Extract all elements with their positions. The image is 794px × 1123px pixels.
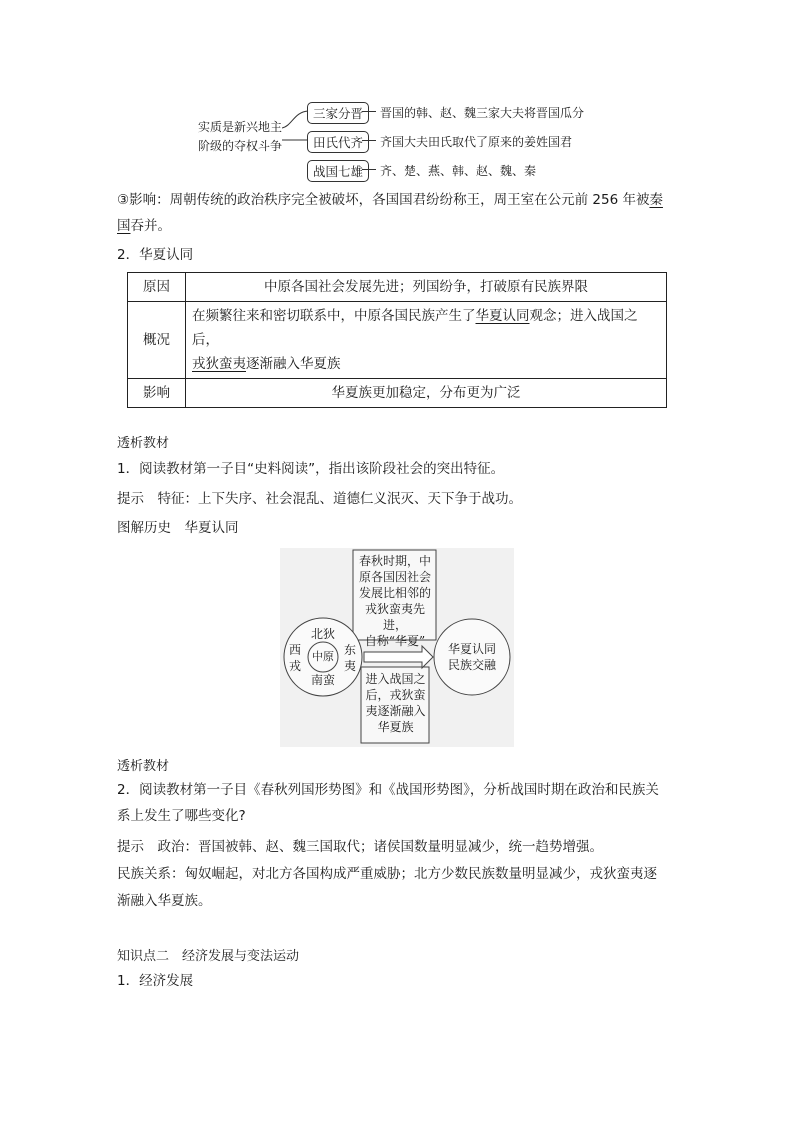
- east-char: 东: [343, 643, 356, 657]
- diagram-west: [288, 642, 302, 674]
- impact-line-2: [117, 214, 171, 238]
- illustration-heading: 图解历史 华夏认同: [117, 520, 239, 536]
- right-line: 民族交融: [447, 658, 496, 672]
- branch-box-1: 三家分晋: [307, 102, 369, 124]
- branch-desc-1: 晋国的韩、赵、魏三家大夫将晋国瓜分: [380, 106, 585, 120]
- branch-left-label-1: 实质是新兴地主: [198, 120, 283, 134]
- overview-text-a: 在频繁往来和密切联系中，中原各国民族产生了: [192, 308, 476, 324]
- branch-desc-3: 齐、楚、燕、韩、赵、魏、秦: [380, 164, 537, 178]
- top-box-line: 自称“华夏”: [364, 634, 426, 648]
- huaxia-diagram: [280, 548, 514, 747]
- diagram-right: [440, 641, 504, 673]
- branch-dash-3: [362, 169, 376, 170]
- diagram-south: 南蛮: [310, 673, 335, 687]
- bottom-box-line: 夷逐渐融入: [365, 704, 426, 718]
- table-head-reason: 原因: [128, 273, 186, 302]
- analysis-heading-1: 透析教材: [117, 436, 170, 451]
- branch-box-3: 战国七雄: [307, 160, 369, 182]
- table-head-overview: 概况: [128, 302, 186, 379]
- table-cell-reason: 中原各国社会发展先进；列国纷争，打破原有民族界限: [186, 273, 667, 302]
- branch-left-label-2: 阶级的夺权斗争: [198, 139, 283, 153]
- branch-desc-2: 齐国大夫田氏取代了原来的姜姓国君: [380, 135, 573, 149]
- table-cell-overview: [186, 302, 667, 379]
- diagram-east: [343, 642, 357, 674]
- diagram-north: 北狄: [310, 627, 335, 641]
- analysis-question-1: 1．阅读教材第一子目“史料阅读”，指出该阶段社会的突出特征。: [117, 461, 505, 477]
- top-box-line: 发展比相邻的: [358, 586, 431, 600]
- table-row: [128, 302, 667, 379]
- impact-text: ③影响：周朝传统的政治秩序完全被破坏，各国国君纷纷称王，周王室在公元前 256 年被: [117, 192, 650, 208]
- bottom-box-line: 华夏族: [377, 720, 414, 734]
- analysis-answer-2-line-2: 民族关系：匈奴崛起，对北方各国构成严重威胁；北方少数民族数量明显减少，戎狄蛮夷逐: [117, 866, 657, 882]
- top-box-line: 戎狄蛮夷先进，: [364, 602, 425, 632]
- bottom-box-line: 后，戎狄蛮: [365, 688, 426, 702]
- diagram-center: 中原: [312, 650, 334, 663]
- analysis-answer-1: 提示 特征：上下失序、社会混乱、道德仁义泯灭、天下争于战功。: [117, 491, 522, 507]
- branch-dash-2: [362, 140, 376, 141]
- top-box-line: 春秋时期，中: [358, 554, 431, 568]
- section-2-title: 2．华夏认同: [117, 247, 194, 263]
- overview-text-c: 逐渐融入华夏族: [246, 356, 341, 372]
- top-box-line: 原各国因社会: [358, 570, 431, 584]
- east-char: 夷: [343, 659, 356, 673]
- analysis-question-2-line-1: 2．阅读教材第一子目《春秋列国形势图》和《战国形势图》，分析战国时期在政治和民族关: [117, 782, 659, 798]
- overview-underline-a: 华夏认同: [475, 308, 530, 324]
- right-line: 华夏认同: [447, 642, 496, 656]
- west-char: 戎: [288, 659, 301, 673]
- impact-text-2: 吞并。: [130, 218, 171, 234]
- table-cell-impact: 华夏族更加稳定，分布更为广泛: [186, 379, 667, 408]
- analysis-answer-2-line-3: 渐融入华夏族。: [117, 893, 212, 909]
- table-head-impact: 影响: [128, 379, 186, 408]
- west-char: 西: [288, 643, 301, 657]
- knowledge-heading-2: 知识点二 经济发展与变法运动: [117, 949, 300, 964]
- impact-underlined-2: 国: [117, 218, 131, 234]
- impact-line-1: [117, 188, 663, 212]
- huaxia-table: [127, 272, 667, 408]
- overview-underline-b: 戎狄蛮夷: [192, 356, 246, 372]
- diagram-bottom-box: [362, 671, 429, 735]
- overview-text-b: 观念；进入战国之后，: [192, 308, 638, 348]
- knowledge-sub-1: 1．经济发展: [117, 973, 194, 989]
- impact-underlined: 秦: [649, 192, 663, 208]
- branch-dash-1: [362, 111, 376, 112]
- bottom-box-line: 进入战国之: [365, 672, 426, 686]
- table-row: [128, 273, 667, 302]
- analysis-question-2-line-2: 系上发生了哪些变化?: [117, 808, 246, 824]
- branch-box-2: 田氏代齐: [307, 131, 369, 153]
- diagram-top-box: [354, 553, 436, 649]
- table-row: [128, 379, 667, 408]
- analysis-heading-2: 透析教材: [117, 759, 170, 774]
- analysis-answer-2-line-1: 提示 政治：晋国被韩、赵、魏三国取代；诸侯国数量明显减少，统一趋势增强。: [117, 839, 603, 855]
